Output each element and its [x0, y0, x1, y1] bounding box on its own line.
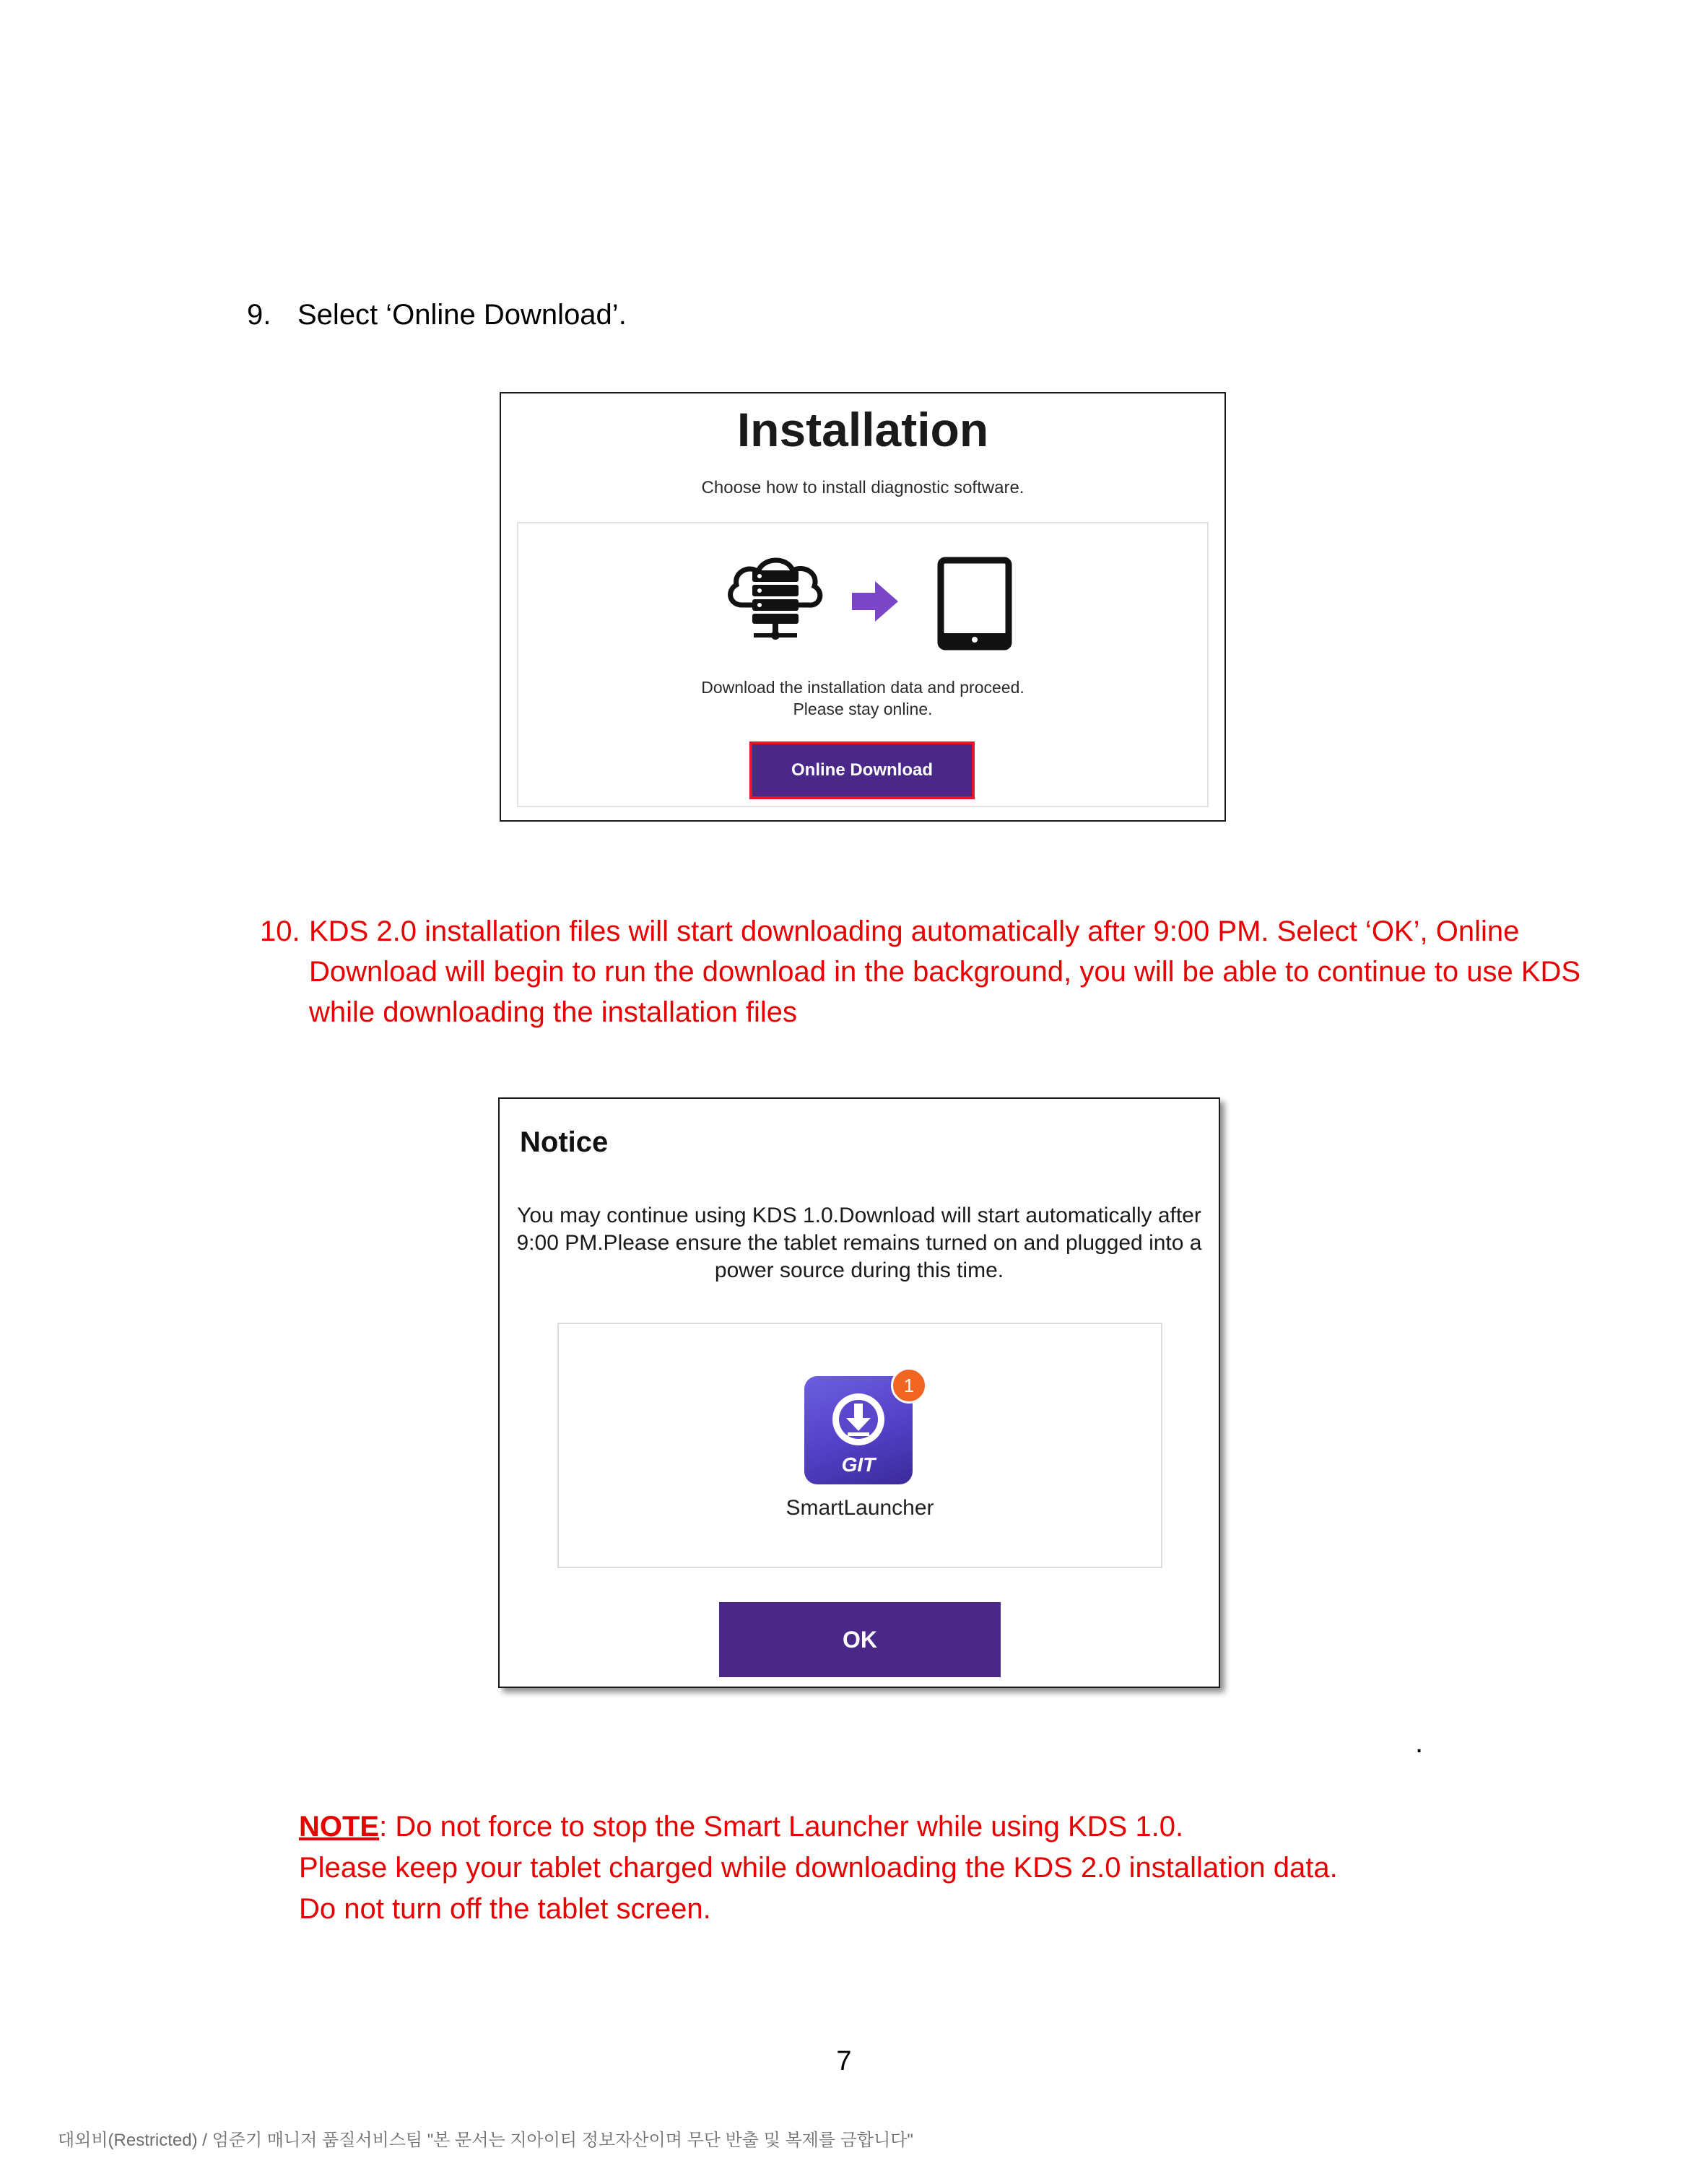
step-10-instruction — [260, 911, 1581, 1032]
notice-message: You may continue using KDS 1.0.Download will start automatically after 9:00 PM.Please ensure the tablet remains turned on and plugged into a power source during this time. — [516, 1204, 1202, 1282]
step-9-instruction — [247, 299, 627, 331]
installation-description — [518, 676, 1207, 720]
smartlauncher-label: SmartLauncher — [786, 1496, 934, 1520]
step-10-text: KDS 2.0 installation files will start downloading automatically after 9:00 PM. Select ‘OK’, Online Download will begin to run the download in the background, you will be able to continue to use KDS while downloading the installation files — [309, 915, 1581, 1028]
note-line-1 — [299, 1806, 1570, 1848]
note-line-1-text: : Do not force to stop the Smart Launcher while using KDS 1.0. — [379, 1811, 1184, 1843]
description-line-2: Please stay online. — [793, 700, 933, 718]
note-label: NOTE — [299, 1811, 380, 1843]
notice-app-panel — [557, 1323, 1162, 1568]
step-9-text: Select ‘Online Download’. — [297, 299, 627, 331]
installation-subtitle: Choose how to install diagnostic software. — [701, 478, 1024, 497]
notice-dialog-screenshot — [498, 1097, 1220, 1688]
arrow-right-icon — [852, 581, 900, 622]
note-block — [299, 1806, 1570, 1930]
step-9-number: 9. — [247, 299, 271, 331]
description-line-1: Download the installation data and proceed. — [701, 678, 1024, 697]
page-number: 7 — [836, 2046, 852, 2076]
step-10-number: 10. — [260, 915, 300, 947]
installation-screenshot — [500, 392, 1226, 822]
stray-period: . — [1415, 1727, 1424, 1759]
note-line-2: Please keep your tablet charged while downloading the KDS 2.0 installation data. — [299, 1852, 1338, 1884]
ok-button[interactable]: OK — [719, 1602, 1001, 1677]
note-line-3: Do not turn off the tablet screen. — [299, 1893, 711, 1925]
online-download-button[interactable]: Online Download — [749, 741, 975, 799]
cloud-server-icon — [725, 549, 826, 643]
installation-option-panel — [517, 522, 1209, 807]
git-logo-text: GIT — [841, 1453, 876, 1476]
installation-title: Installation — [736, 403, 989, 456]
notification-badge: 1 — [891, 1367, 927, 1404]
confidentiality-footer: 대외비(Restricted) / 엄준기 매니저 품질서비스팀 "본 문서는 지아이티 정보자산이며 무단 반출 및 복제를 금합니다" — [58, 2131, 913, 2150]
tablet-icon — [937, 557, 1012, 651]
notice-title: Notice — [520, 1126, 609, 1158]
